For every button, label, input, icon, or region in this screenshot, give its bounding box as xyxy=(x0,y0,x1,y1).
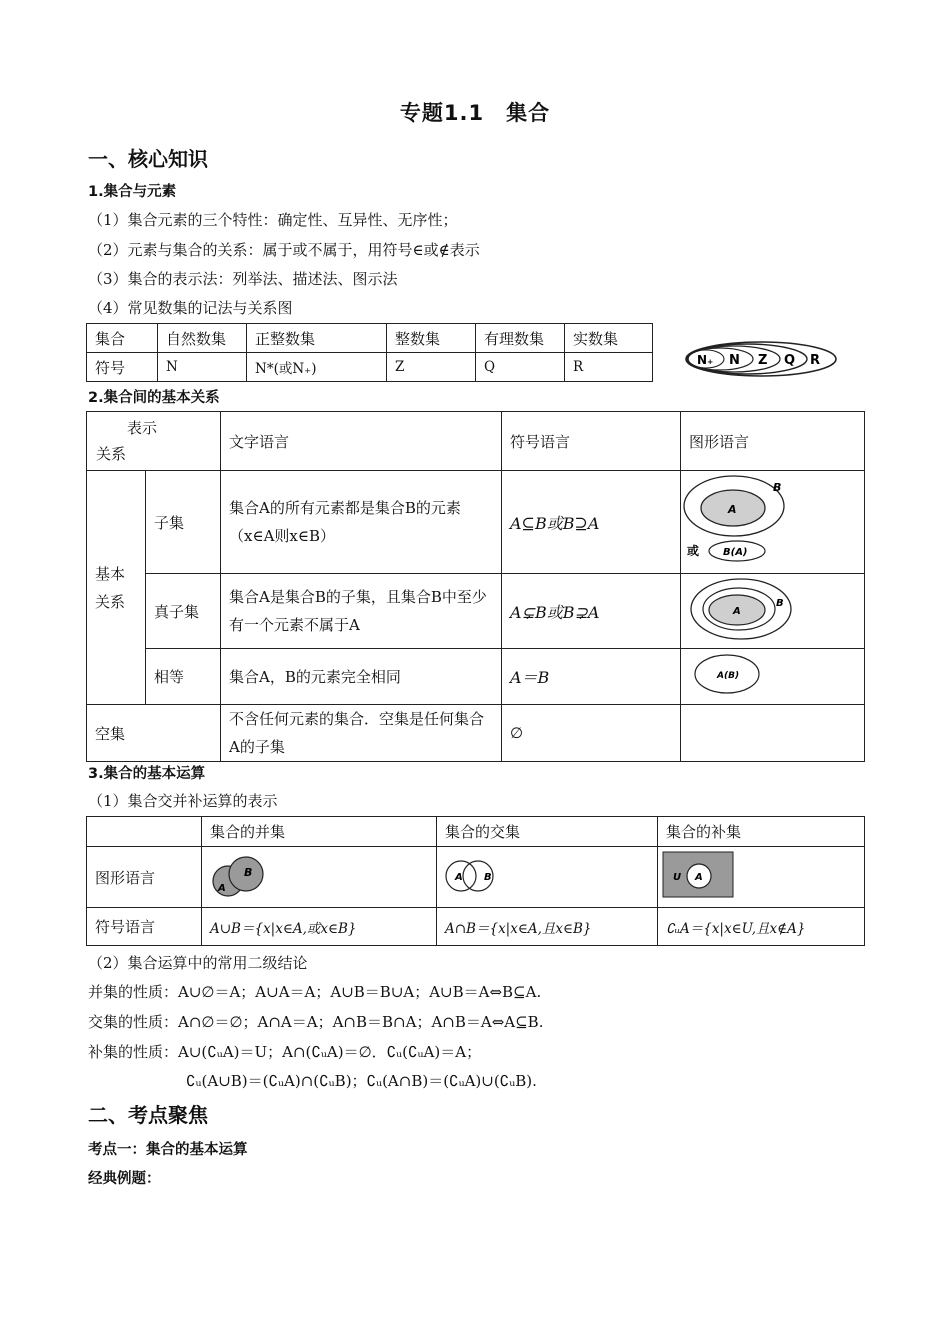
relation-figure xyxy=(681,471,865,574)
subheading-relations: 2.集合间的基本关系 xyxy=(88,390,220,406)
relation-figure xyxy=(681,649,865,705)
relation-symbol: A＝B xyxy=(502,649,681,705)
set-label: A xyxy=(733,606,741,617)
complement-properties: 补集的性质：A∪(∁ᵤA)＝U；A∩(∁ᵤA)＝∅．∁ᵤ(∁ᵤA)＝A； xyxy=(88,1043,482,1061)
corner-cell xyxy=(87,412,221,471)
complement-figure xyxy=(658,847,758,903)
page-title: 专题1.1 集合 xyxy=(399,101,551,125)
table-cell: 符号 xyxy=(87,353,158,382)
set-label: A xyxy=(455,872,463,883)
set-label: Q xyxy=(784,353,796,368)
relation-text: 不含任何元素的集合．空集是任何集合A的子集 xyxy=(221,705,502,762)
section-heading-core: 一、核心知识 xyxy=(88,147,208,171)
relation-name: 真子集 xyxy=(146,574,221,649)
row-label: 符号语言 xyxy=(87,908,202,946)
subset-figure xyxy=(681,471,861,569)
table-cell: 正整数集 xyxy=(247,324,387,353)
set-label: A(B) xyxy=(717,670,740,681)
table-cell: 自然数集 xyxy=(158,324,247,353)
set-label: Z xyxy=(758,353,768,368)
column-header: 图形语言 xyxy=(681,412,865,471)
intersection-figure-cell xyxy=(437,847,658,908)
paragraph-line: （1）集合元素的三个特性：确定性、互异性、无序性； xyxy=(88,211,458,229)
set-label: N₊ xyxy=(697,353,714,367)
relation-text: 集合A，B的元素完全相同 xyxy=(221,649,502,705)
or-label: 或 xyxy=(687,544,700,558)
section-heading-focus: 二、考点聚焦 xyxy=(88,1103,208,1127)
union-symbol: A∪B＝{x|x∈A,或x∈B} xyxy=(202,908,437,946)
union-figure xyxy=(202,847,302,903)
complement-symbol: ∁ᵤA＝{x|x∈U,且x∉A} xyxy=(658,908,865,946)
set-label: B xyxy=(244,866,253,879)
column-header: 集合的交集 xyxy=(437,817,658,847)
relation-symbol: A⊊B或B⊋A xyxy=(502,574,681,649)
relation-name: 相等 xyxy=(146,649,221,705)
set-label: B xyxy=(484,872,492,883)
relation-symbol: ∅ xyxy=(502,705,681,762)
table-cell: N*(或N₊) xyxy=(247,353,387,382)
set-label: U xyxy=(673,872,682,883)
relation-symbol: A⊆B或B⊇A xyxy=(502,471,681,574)
subheading-operations: 3.集合的基本运算 xyxy=(88,766,206,782)
number-sets-diagram xyxy=(684,340,840,382)
proper-subset-figure xyxy=(681,574,861,644)
paragraph-line: （2）集合运算中的常用二级结论 xyxy=(88,954,308,972)
table-cell: 整数集 xyxy=(387,324,476,353)
relation-name: 空集 xyxy=(87,705,221,762)
set-label: A xyxy=(695,872,703,883)
intersection-properties: 交集的性质：A∩∅＝∅；A∩A＝A；A∩B＝B∩A；A∩B＝A⇔A⊆B. xyxy=(88,1013,544,1031)
set-label: A xyxy=(728,503,737,516)
table-cell: Q xyxy=(476,353,565,382)
corner-cell xyxy=(87,817,202,847)
set-label: A xyxy=(218,883,226,894)
table-cell: Z xyxy=(387,353,476,382)
example-heading: 经典例题： xyxy=(88,1171,161,1187)
table-cell: N xyxy=(158,353,247,382)
paragraph-line: （3）集合的表示法：列举法、描述法、图示法 xyxy=(88,270,398,288)
row-label: 图形语言 xyxy=(87,847,202,908)
complement-figure-cell xyxy=(658,847,865,908)
relation-figure xyxy=(681,574,865,649)
column-header: 符号语言 xyxy=(502,412,681,471)
corner-top: 表示 xyxy=(127,419,158,437)
set-label: R xyxy=(810,353,821,368)
de-morgan-laws: ∁ᵤ(A∪B)＝(∁ᵤA)∩(∁ᵤB)；∁ᵤ(A∩B)＝(∁ᵤA)∪(∁ᵤB). xyxy=(186,1072,537,1090)
set-label: N xyxy=(729,353,740,368)
column-header: 集合的补集 xyxy=(658,817,865,847)
table-cell: 集合 xyxy=(87,324,158,353)
paragraph-line: （1）集合交并补运算的表示 xyxy=(88,792,278,810)
operations-table xyxy=(86,816,865,946)
subheading-sets-elements: 1.集合与元素 xyxy=(88,184,177,200)
union-properties: 并集的性质：A∪∅＝A；A∪A＝A；A∪B＝B∪A；A∪B＝A⇔B⊆A. xyxy=(88,983,542,1001)
corner-bottom: 关系 xyxy=(96,445,127,463)
relations-table xyxy=(86,411,865,762)
column-header: 文字语言 xyxy=(221,412,502,471)
relation-text: 集合A的所有元素都是集合B的元素（x∈A则x∈B） xyxy=(221,471,502,574)
set-label: B xyxy=(773,481,782,494)
table-cell: 有理数集 xyxy=(476,324,565,353)
topic-heading: 考点一：集合的基本运算 xyxy=(88,1142,248,1158)
paragraph-line: （2）元素与集合的关系：属于或不属于，用符号∈或∉表示 xyxy=(88,241,480,259)
relation-text: 集合A是集合B的子集，且集合B中至少有一个元素不属于A xyxy=(221,574,502,649)
relation-figure-empty xyxy=(681,705,865,762)
table-cell: R xyxy=(565,353,653,382)
intersection-figure xyxy=(437,847,537,903)
relation-name: 子集 xyxy=(146,471,221,574)
equal-figure xyxy=(681,650,861,700)
intersection-symbol: A∩B＝{x|x∈A,且x∈B} xyxy=(437,908,658,946)
group-label: 基本 关系 xyxy=(87,471,146,705)
set-label: B(A) xyxy=(723,547,748,558)
column-header: 集合的并集 xyxy=(202,817,437,847)
number-sets-table xyxy=(86,323,653,382)
table-cell: 实数集 xyxy=(565,324,653,353)
union-figure-cell xyxy=(202,847,437,908)
set-label: B xyxy=(776,598,784,609)
paragraph-line: （4）常见数集的记法与关系图 xyxy=(88,299,293,317)
